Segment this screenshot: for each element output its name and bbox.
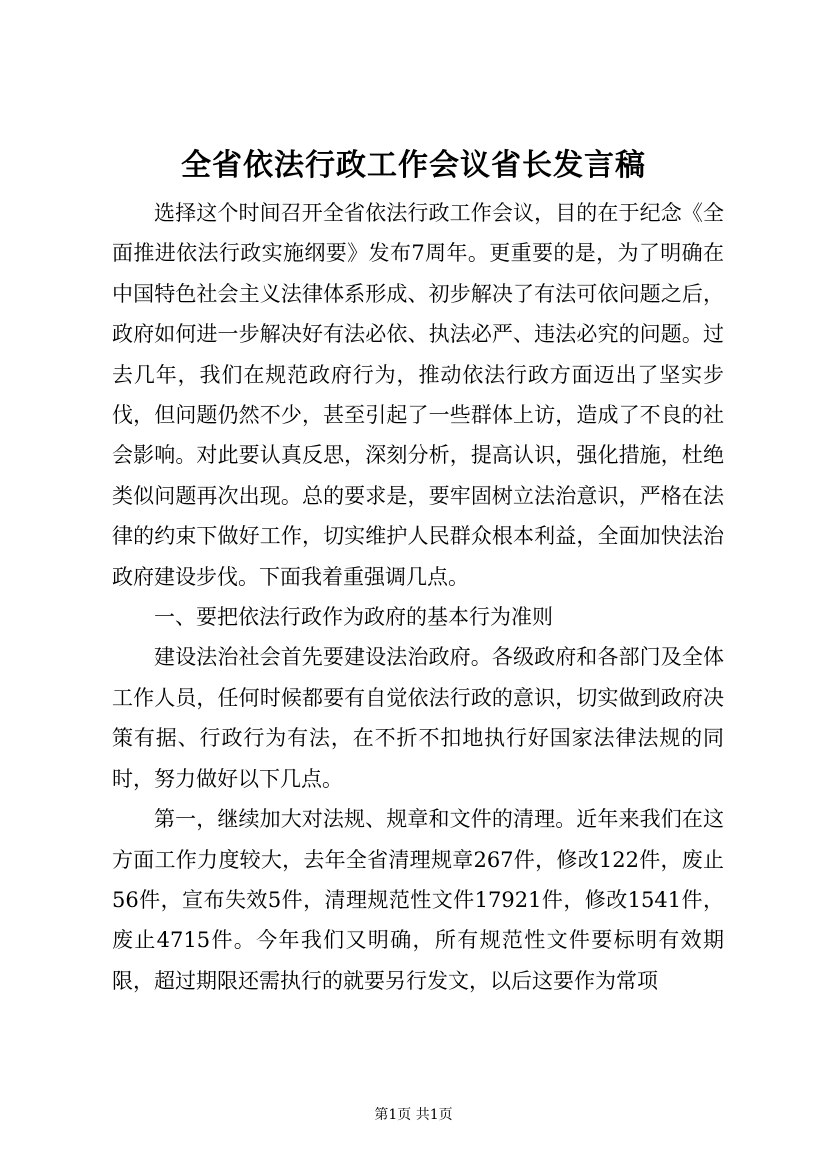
document-body <box>112 193 724 1001</box>
document-title: 全省依法行政工作会议省长发言稿 <box>181 148 646 183</box>
paragraph-section-1: 建设法治社会首先要建设法治政府。各级政府和各部门及全体工作人员，任何时候都要有自觉依法行政的意识，切实做到政府决策有据、行政行为有法，在不折不扣地执行好国家法律法规的同时，努力做好以下几点。 <box>112 645 724 791</box>
paragraph-point-1: 第一，继续加大对法规、规章和文件的清理。近年来我们在这方面工作力度较大，去年全省清理规章267件，修改122件，废止56件，宣布失效5件，清理规范性文件17921件，修改1541件，废止4715件。今年我们又明确，所有规范性文件要标明有效期限，超过期限还需执行的就要另行发文，以后这要作为常项 <box>112 807 724 993</box>
page-footer: 第1页 共1页 <box>374 1107 453 1123</box>
paragraph-intro: 选择这个时间召开全省依法行政工作会议，目的在于纪念《全面推进依法行政实施纲要》发布7周年。更重要的是，为了明确在中国特色社会主义法律体系形成、初步解决了有法可依问题之后，政府如何进一步解决好有法必依、执法必严、违法必究的问题。过去几年，我们在规范政府行为，推动依法行政方面迈出了坚实步伐，但问题仍然不少，甚至引起了一些群体上访，造成了不良的社会影响。对此要认真反思，深刻分析，提高认识，强化措施，杜绝类似问题再次出现。总的要求是，要牢固树立法治意识，严格在法律的约束下做好工作，切实维护人民群众根本利益，全面加快法治政府建设步伐。下面我着重强调几点。 <box>112 201 724 589</box>
section-heading-1: 一、要把依法行政作为政府的基本行为准则 <box>154 605 553 630</box>
